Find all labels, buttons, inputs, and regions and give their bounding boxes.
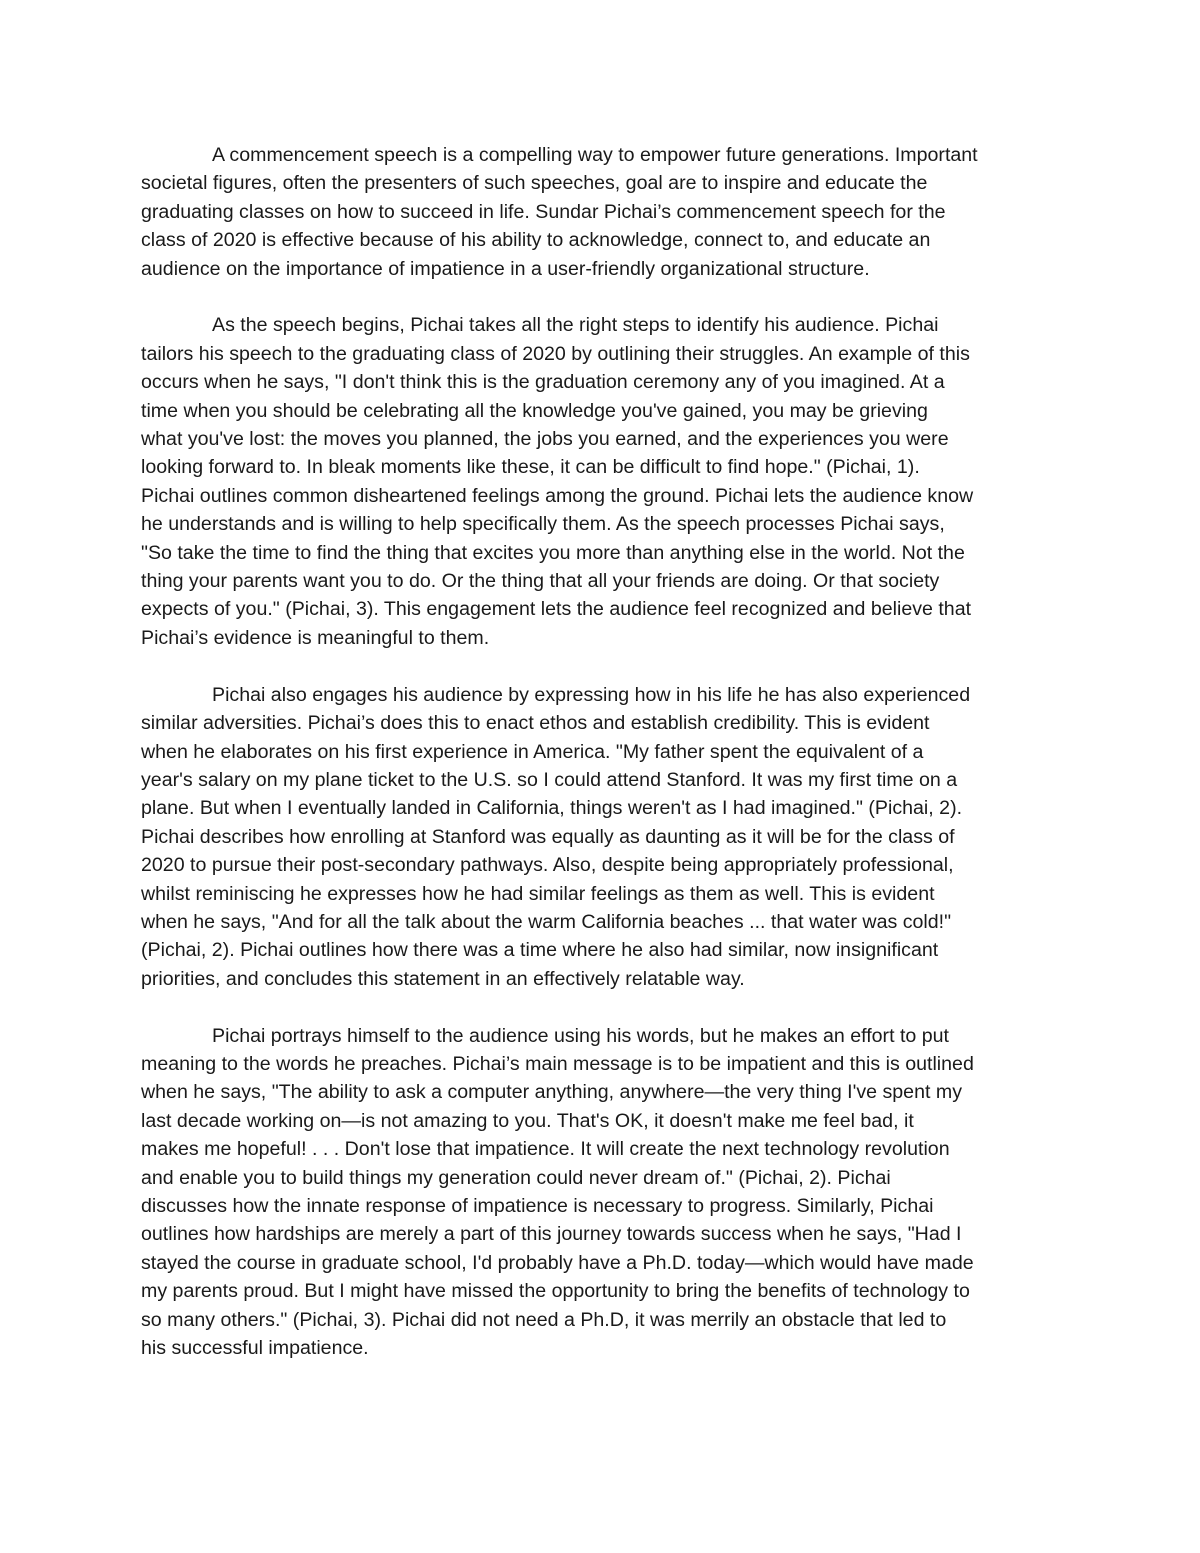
- paragraph-3: [141, 681, 1061, 993]
- text-line: Pichai’s evidence is meaningful to them.: [141, 626, 490, 649]
- text-line: Pichai outlines common disheartened feelings among the ground. Pichai lets the audience know: [141, 484, 974, 507]
- text-line: what you've lost: the moves you planned, the jobs you earned, and the experiences you were: [141, 428, 949, 451]
- text-line: time when you should be celebrating all the knowledge you've gained, you may be grieving: [141, 399, 928, 422]
- paragraph-4: [141, 1022, 1061, 1363]
- text-line: outlines how hardships are merely a part of this journey towards success when he says, "Had I: [141, 1223, 962, 1246]
- text-line: discusses how the innate response of impatience is necessary to progress. Similarly, Pichai: [141, 1194, 934, 1217]
- text-line: stayed the course in graduate school, I'd probably have a Ph.D. today—which would have made: [141, 1251, 974, 1274]
- text-line: occurs when he says, "I don't think this is the graduation ceremony any of you imagined. At a: [141, 371, 945, 394]
- text-line: my parents proud. But I might have missed the opportunity to bring the benefits of technology to: [141, 1280, 970, 1303]
- paragraph-2: [141, 311, 1061, 652]
- text-line: "So take the time to find the thing that excites you more than anything else in the world. Not the: [141, 541, 965, 564]
- text-line: Pichai also engages his audience by expressing how in his life he has also experienced: [212, 683, 971, 706]
- text-line: he understands and is willing to help specifically them. As the speech processes Pichai says,: [141, 513, 945, 536]
- text-line: audience on the importance of impatience in a user-friendly organizational structure.: [141, 257, 870, 280]
- text-line: class of 2020 is effective because of his ability to acknowledge, connect to, and educate an: [141, 229, 931, 252]
- text-line: societal figures, often the presenters of such speeches, goal are to inspire and educate the: [141, 172, 928, 195]
- text-line: meaning to the words he preaches. Pichai’s main message is to be impatient and this is outlined: [141, 1052, 974, 1075]
- text-line: tailors his speech to the graduating class of 2020 by outlining their struggles. An example of this: [141, 342, 970, 365]
- text-line: As the speech begins, Pichai takes all the right steps to identify his audience. Pichai: [212, 314, 939, 337]
- text-line: when he says, "The ability to ask a computer anything, anywhere—the very thing I've spent my: [141, 1081, 962, 1104]
- text-line: A commencement speech is a compelling way to empower future generations. Important: [212, 144, 978, 166]
- text-line: plane. But when I eventually landed in California, things weren't as I had imagined." (Pichai, 2).: [141, 797, 963, 820]
- text-line: (Pichai, 2). Pichai outlines how there was a time where he also had similar, now insignificant: [141, 939, 939, 962]
- text-line: his successful impatience.: [141, 1337, 369, 1360]
- text-line: makes me hopeful! . . . Don't lose that impatience. It will create the next technology revolution: [141, 1138, 950, 1161]
- document-body: [141, 141, 1061, 1391]
- text-line: Pichai describes how enrolling at Stanford was equally as daunting as it will be for the class of: [141, 825, 955, 848]
- text-line: expects of you." (Pichai, 3). This engagement lets the audience feel recognized and believe that: [141, 598, 972, 621]
- text-line: Pichai portrays himself to the audience using his words, but he makes an effort to put: [212, 1024, 949, 1047]
- text-line: year's salary on my plane ticket to the U.S. so I could attend Stanford. It was my first time on a: [141, 768, 958, 791]
- text-line: graduating classes on how to succeed in life. Sundar Pichai’s commencement speech for the: [141, 200, 946, 223]
- text-line: so many others." (Pichai, 3). Pichai did not need a Ph.D, it was merrily an obstacle that led to: [141, 1308, 947, 1331]
- text-line: 2020 to pursue their post-secondary pathways. Also, despite being appropriately professional,: [141, 854, 954, 877]
- text-line: when he elaborates on his first experience in America. "My father spent the equivalent of a: [141, 740, 924, 763]
- text-line: last decade working on—is not amazing to you. That's OK, it doesn't make me feel bad, it: [141, 1109, 914, 1132]
- text-line: similar adversities. Pichai’s does this to enact ethos and establish credibility. This is evident: [141, 712, 930, 735]
- text-line: priorities, and concludes this statement in an effectively relatable way.: [141, 967, 745, 990]
- paragraph-1: [141, 141, 1061, 283]
- text-line: when he says, "And for all the talk about the warm California beaches ... that water was cold!": [141, 910, 952, 933]
- text-line: whilst reminiscing he expresses how he had similar feelings as them as well. This is evident: [141, 882, 935, 905]
- text-line: looking forward to. In bleak moments like these, it can be difficult to find hope." (Pichai, 1).: [141, 456, 920, 479]
- text-line: thing your parents want you to do. Or the thing that all your friends are doing. Or that society: [141, 570, 940, 593]
- text-line: and enable you to build things my generation could never dream of." (Pichai, 2). Pichai: [141, 1166, 891, 1189]
